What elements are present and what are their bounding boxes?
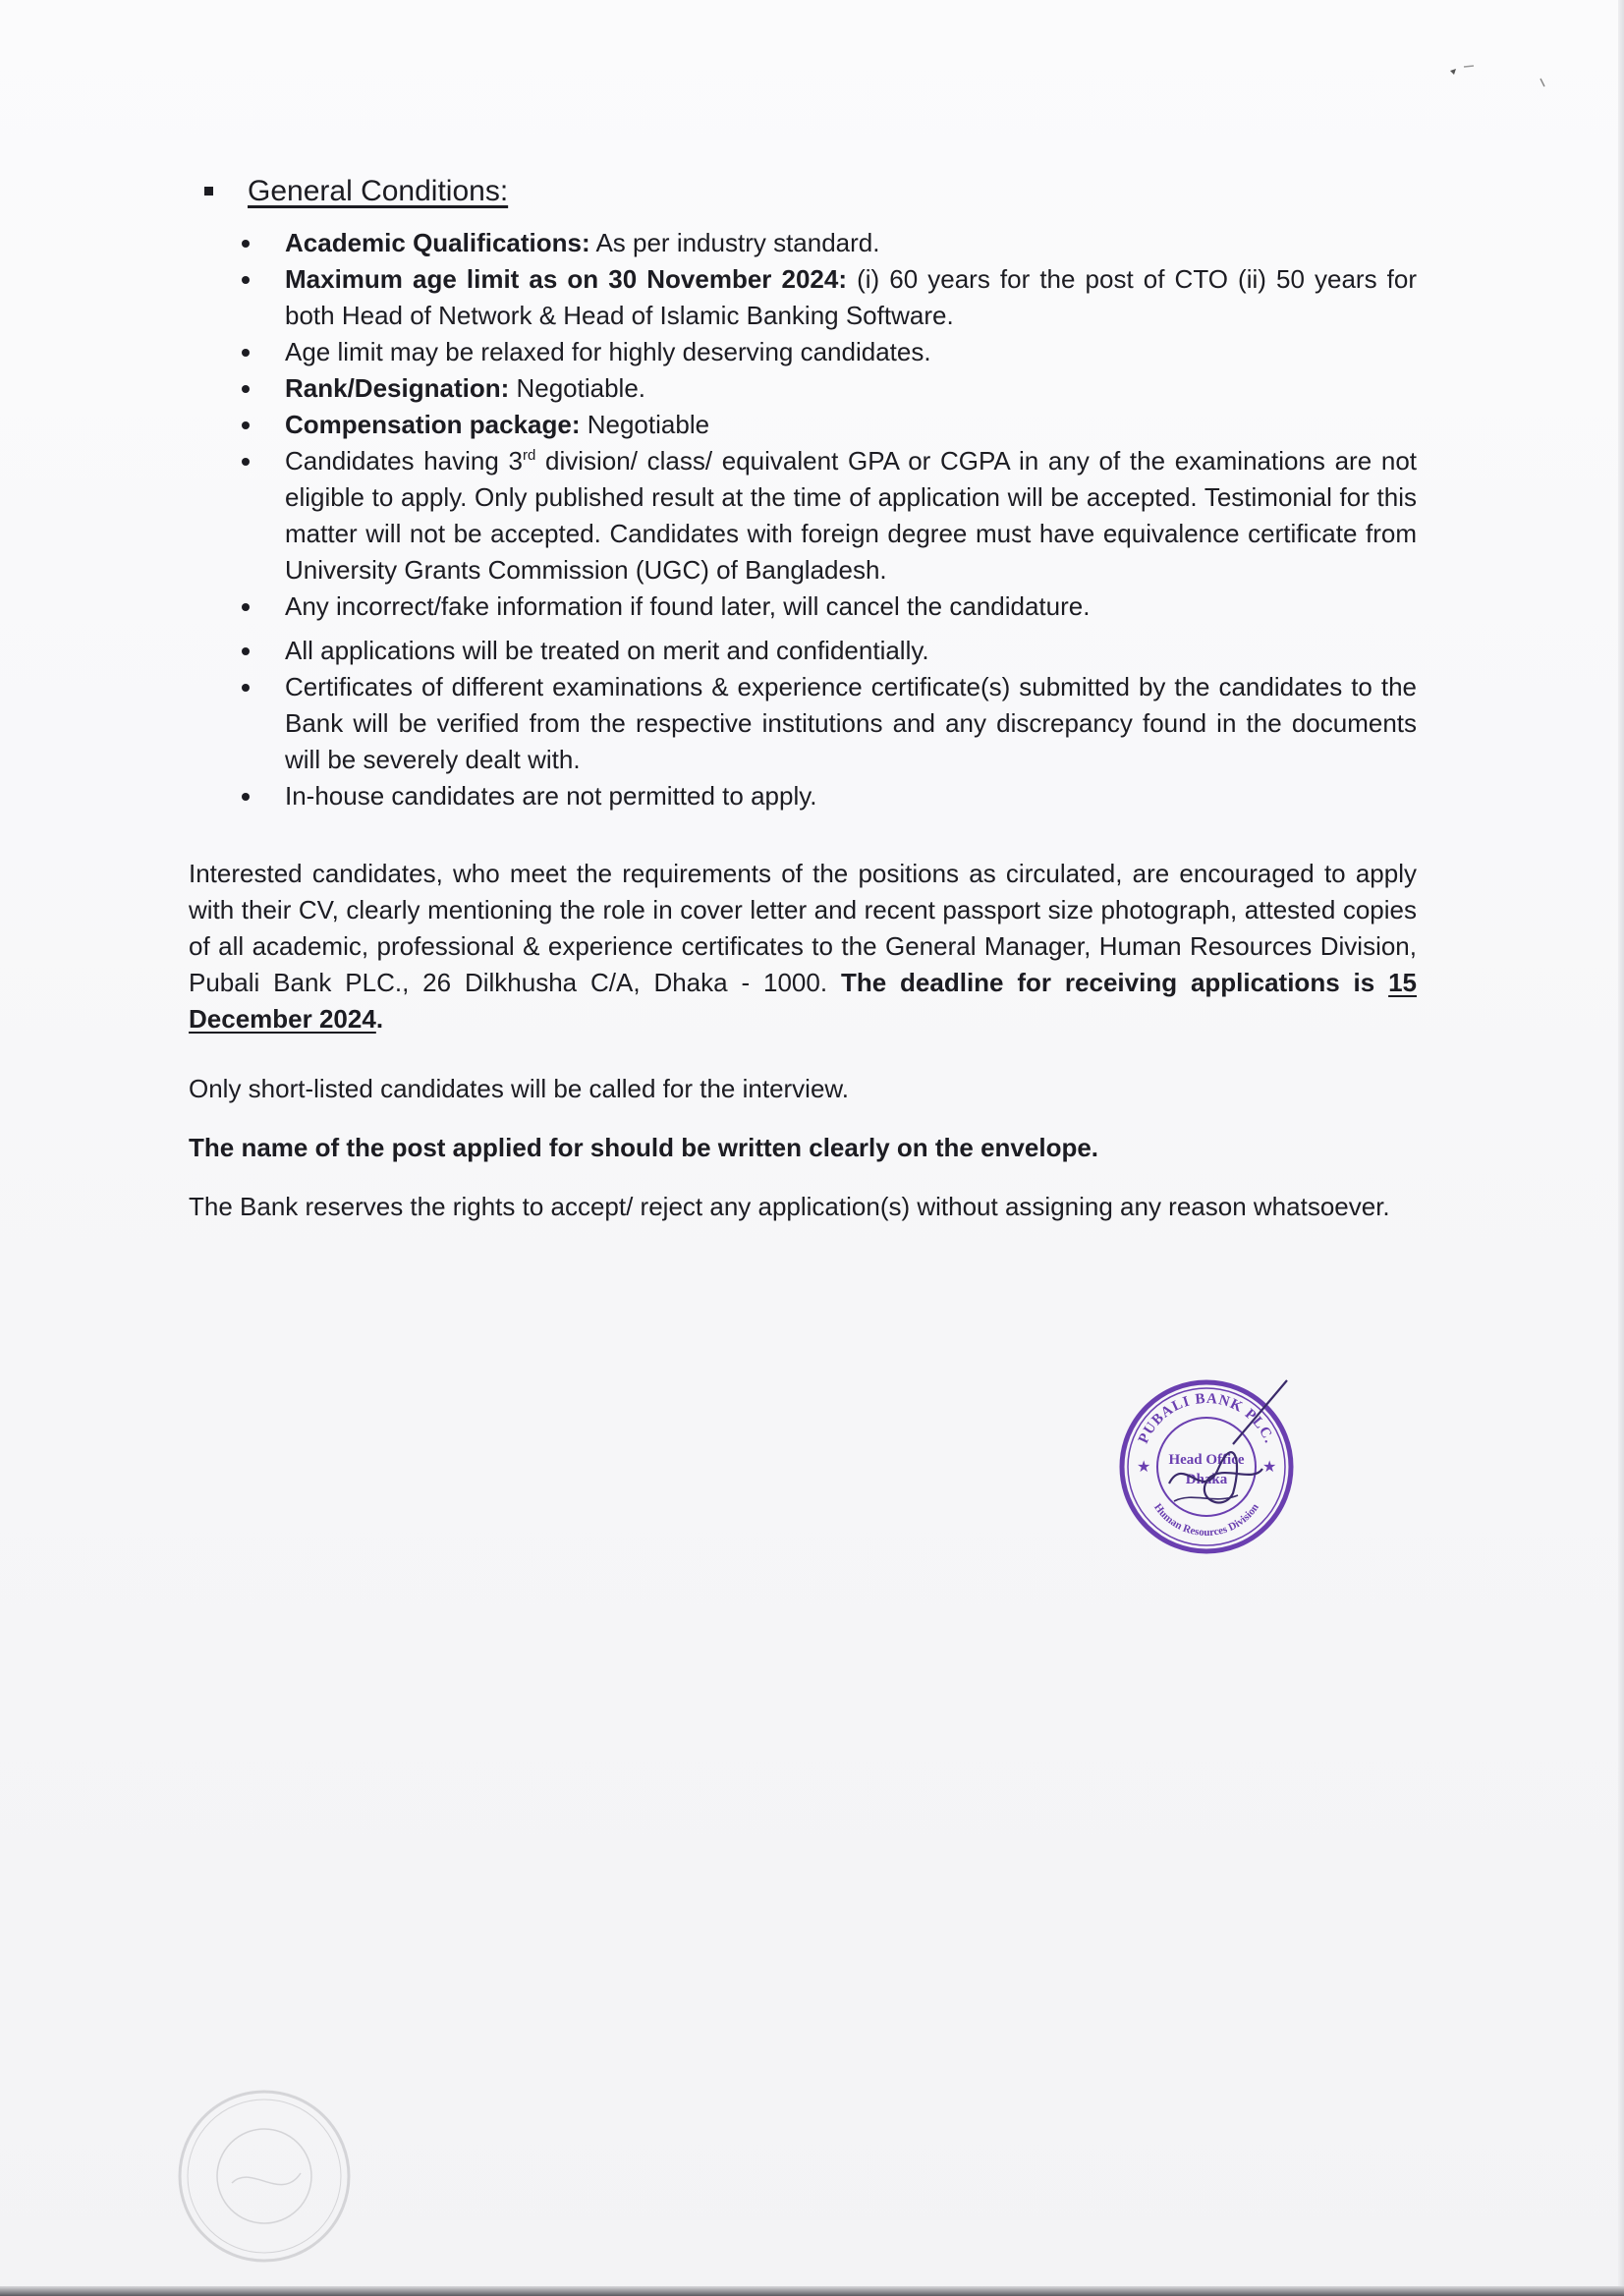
condition-item: In-house candidates are not permitted to apply.: [285, 778, 1417, 814]
svg-text:Human Resources Division: [1151, 1501, 1261, 1539]
condition-item: All applications will be treated on merit and confidentially.: [285, 633, 1417, 669]
application-paragraph: Interested candidates, who meet the requirements of the positions as circulated, are encouraged to apply with their CV, clearly mentioning the role in cover letter and recent passport size photograph, attested copies of all academic, professional & experience certificates to the General Manager, Human Resources Division, Pubali Bank PLC., 26 Dilkhusha C/A, Dhaka - 1000. The deadline for receiving applications is 15 December 2024.: [189, 859, 1418, 1034]
heading-text: General Conditions:: [248, 175, 509, 207]
deadline-date: 15 December 2024: [189, 968, 1418, 1034]
condition-item: Academic Qualifications: As per industry standard.: [285, 225, 1417, 261]
stamp-star-right-icon: ★: [1262, 1459, 1277, 1476]
shortlist-note: Only short-listed candidates will be called for the interview.: [189, 1074, 849, 1103]
stamp-star-left-icon: ★: [1137, 1459, 1151, 1476]
condition-item: Any incorrect/fake information if found later, will cancel the candidature.: [285, 588, 1417, 625]
condition-item: Candidates having 3rd division/ class/ equivalent GPA or CGPA in any of the examinations are not eligible to apply. Only published result at the time of application will be accepted. Testimonial for this matter will not be accepted. Candidates with foreign degree must have equivalence certificate from University Grants Commission (UGC) of Bangladesh.: [285, 443, 1417, 588]
stamp-ring-bottom-text: Human Resources Division: [1151, 1501, 1261, 1540]
bank-seal-stamp: [1115, 1375, 1298, 1558]
stamp-ring-top-text: PUBALI BANK PLC.: [1136, 1390, 1278, 1446]
square-bullet-icon: [204, 187, 213, 196]
condition-item: Maximum age limit as on 30 November 2024: (i) 60 years for the post of CTO (ii) 50 years for both Head of Network & Head of Islamic Banking Software.: [285, 261, 1417, 334]
scan-right-edge: [1618, 0, 1624, 2296]
general-conditions-heading: [189, 173, 1417, 209]
condition-item: Rank/Designation: Negotiable.: [285, 370, 1417, 407]
scan-bottom-edge: [0, 2286, 1624, 2296]
document-body: [189, 173, 1417, 1225]
faint-seal-watermark: [173, 2085, 356, 2268]
rights-note: The Bank reserves the rights to accept/ reject any application(s) without assigning any reason whatsoever.: [189, 1192, 1390, 1221]
condition-item: Compensation package: Negotiable: [285, 407, 1417, 443]
condition-item: Age limit may be relaxed for highly deserving candidates.: [285, 334, 1417, 370]
envelope-note: The name of the post applied for should be written clearly on the envelope.: [189, 1133, 1099, 1162]
condition-item: Certificates of different examinations & experience certificate(s) submitted by the candidates to the Bank will be verified from the respective institutions and any discrepancy found in the documents will be severely dealt with.: [285, 669, 1417, 778]
stamp-center-line1: Head Office: [1168, 1452, 1245, 1468]
conditions-list: [189, 225, 1417, 814]
scan-artifact-mark: [1444, 57, 1552, 96]
stamp-center-line2: Dhaka: [1185, 1472, 1228, 1487]
